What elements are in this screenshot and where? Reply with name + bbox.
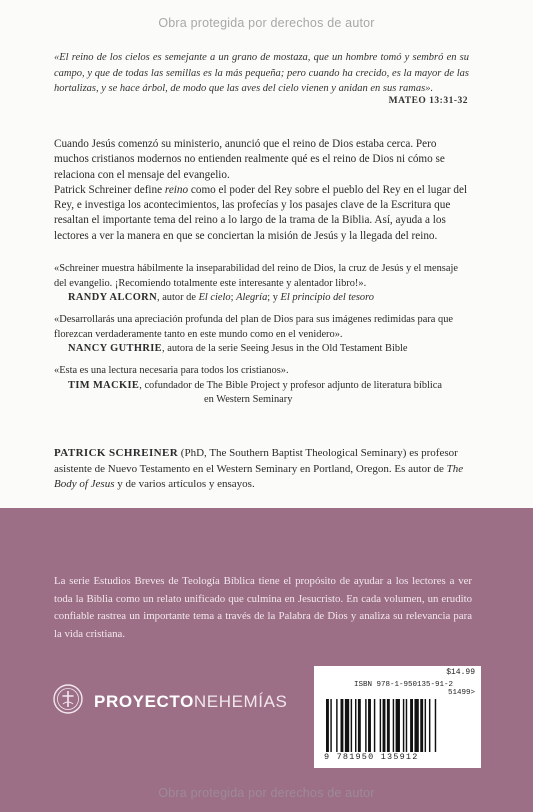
barcode-bar [383,699,386,752]
barcode-bar [429,699,430,752]
barcode-number: 9 781950 135912 [324,752,419,762]
barcode-bar [336,699,337,752]
barcode-bar [403,699,404,752]
publisher-name-bold: PROYECTO [94,691,194,711]
endorsement-attribution [54,342,472,357]
endorsement-2 [54,313,472,357]
endorsement-3 [54,364,472,408]
bio-book-title: The Body of Jesus [54,462,464,490]
barcode-bar [330,699,331,752]
author-bio-text [54,446,472,493]
separator: ; y [267,292,281,304]
description-paragraph-2 [54,183,472,244]
endorser-name: TIM MACKIE [68,379,140,391]
barcode-bar [406,699,407,752]
series-description: La serie Estudios Breves de Teología Bíblica tiene el propósito de ayudar a los lectores a ver toda la Biblia como un relato unificado que culmina en Jesucristo. En cada volumen, un erudito confiable rastrea un importante tema a través de la Palabra de Dios y analiza su relevancia para la vida cristiana. [54,575,472,640]
author-name: PATRICK SCHREINER [54,447,179,459]
barcode-bar [365,699,366,752]
description-emphasis: reino [164,183,189,196]
publisher-logo [52,683,288,720]
price-label: $14.99 [446,668,475,677]
epigraph-reference: MATEO 13:31-32 [388,96,468,106]
barcode-bars [326,699,476,752]
barcode-bar [425,699,426,752]
description-paragraph-1: Cuando Jesús comenzó su ministerio, anunció que el reino de Dios estaba cerca. Pero muchos cristianos modernos no entienden realmente qué es el reino de Dios ni cómo se relaciona con el mensaje del evangelio. [54,138,445,181]
barcode-bar [355,699,356,752]
barcode-bar [393,699,394,752]
endorser-name: NANCY GUTHRIE [68,343,163,355]
endorsement-attribution-line-2: en Western Seminary [204,394,293,406]
bio-text: y de varios artículos y ensayos. [114,478,255,490]
barcode-bar [420,699,423,752]
endorsement-quote: «Desarrollarás una apreciación profunda del plan de Dios para sus imágenes redimidas para que florezcan verdaderamente tanto en este mundo como en el venidero». [54,314,454,340]
endorser-role: , autor de [157,292,199,304]
barcode-bar [326,699,329,752]
endorser-role: , cofundador de The Bible Project y profesor adjunto de literatura bíblica [139,379,443,391]
epigraph-text: «El reino de los cielos es semejante a un grano de mostaza, que un hombre tomó y sembró en su campo, y que de todas las semillas es la más pequeña; pero cuando ha crecido, es la mayor de las hortalizas, y se hace árbol, de modo que las aves del cielo vienen y anidan en sus ramas». [54,52,469,94]
endorser-work: Alegría [236,292,268,304]
publisher-name [94,692,288,712]
bio-text: (PhD, The Southern Baptist Theological Seminary) es profesor asistente de Nuevo Testamento en el Western Seminary en Portland, Oregon. Es autor de [54,447,458,475]
barcode-bar [341,699,344,752]
isbn-label: ISBN 978-1-950135-91-2 [354,681,454,689]
watermark-bottom: Obra protegida por derechos de autor [158,786,375,800]
publisher-name-light: NEHEMÍAS [193,691,288,711]
barcode-bar [374,699,375,752]
book-description [54,137,472,244]
barcode-bar [387,699,390,752]
endorsement-quote: «Schreiner muestra hábilmente la inseparabilidad del reino de Dios, la cruz de Jesús y el mensaje del evangelio. ¡Recomiendo totalmente este interesante y alentador libro!». [54,263,458,289]
endorsement-attribution [54,379,472,394]
barcode-bar [396,699,400,752]
endorsement-quote: «Esta es una lectura necesaria para todos los cristianos». [54,365,289,376]
separator: ; [230,292,237,304]
isbn-barcode [314,666,481,768]
author-bio [54,446,472,493]
watermark-top: Obra protegida por derechos de autor [158,16,375,30]
barcode-bar [345,699,349,752]
endorser-work: El principio del tesoro [280,292,374,304]
barcode-bar [358,699,361,752]
addon-code: 51499> [447,689,475,697]
endorser-role: , autora de la serie Seeing Jesus in the Old Testament Bible [162,343,408,355]
barcode-bar [410,699,413,752]
barcode-bar [368,699,371,752]
endorsement-1 [54,262,472,306]
barcode-bar [380,699,381,752]
description-text: Patrick Schreiner define [54,183,165,196]
barcode-bar [414,699,418,752]
endorser-name: RANDY ALCORN [68,292,157,304]
barcode-bar [435,699,436,752]
description-text: como el poder del Rey sobre el pueblo del Rey en el lugar del Rey, e investiga los acontecimientos, las profecías y los pasajes clave de la Escritura que resaltan el importante tema del reino a lo largo de la trama de la Biblia. Así, ayuda a los lectores a ver la manera en que se conciertan la misión de Jesús y la llegada del reino. [54,183,468,242]
seal-cross-icon [52,683,84,720]
epigraph [54,50,469,97]
endorsement-attribution [54,291,472,306]
barcode-bar [351,699,352,752]
endorser-work: El cielo [198,292,231,304]
